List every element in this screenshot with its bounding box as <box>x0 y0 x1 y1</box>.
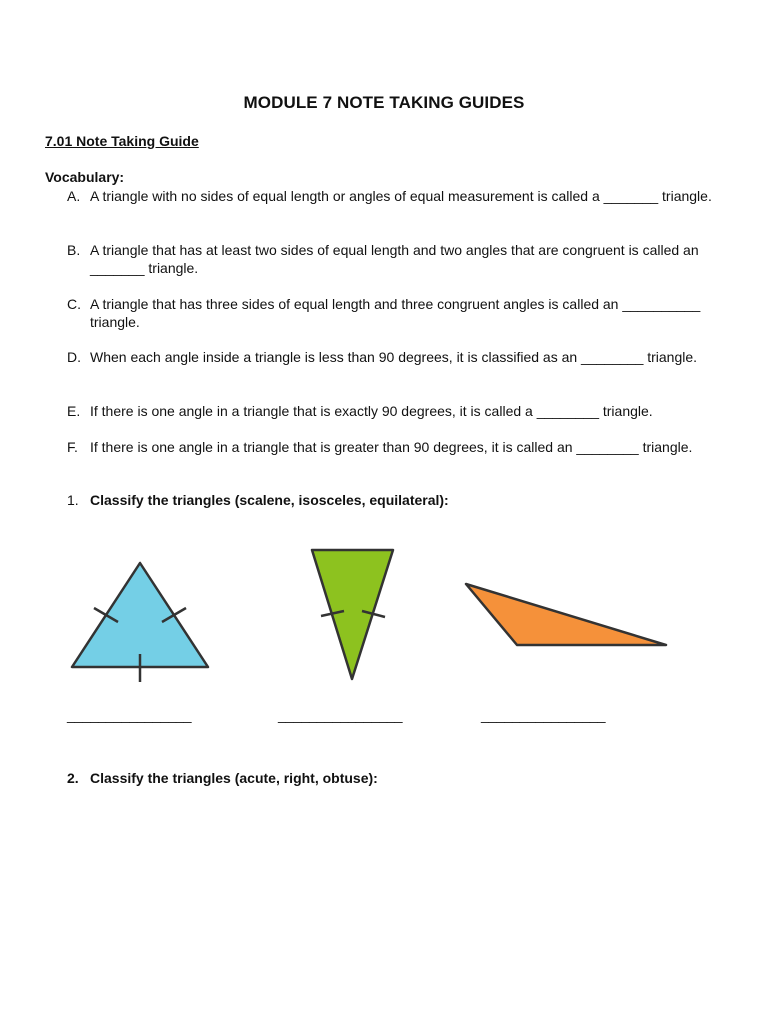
question-text: Classify the triangles (acute, right, obtuse): <box>90 770 378 786</box>
question-2 <box>67 769 378 787</box>
vocabulary-heading: Vocabulary: <box>45 169 125 185</box>
vocab-item-letter: D. <box>67 349 81 365</box>
question-1 <box>67 491 449 509</box>
vocab-item-text: When each angle inside a triangle is less than 90 degrees, it is classified as an ________ triangle. <box>90 349 698 365</box>
vocab-item-letter: E. <box>67 403 81 419</box>
vocab-item-letter: A. <box>67 188 81 204</box>
equilateral-triangle-figure <box>72 563 208 682</box>
scalene-triangle-figure <box>466 584 666 645</box>
vocab-item-text: A triangle that has three sides of equal length and three congruent angles is called an __________ triangle. <box>90 296 701 330</box>
vocab-item-text: A triangle that has at least two sides of equal length and two angles that are congruent is called an _______ triangle. <box>90 242 699 276</box>
scalene-triangle <box>466 584 666 645</box>
answer-blank-3: ________________ <box>481 707 606 723</box>
vocab-item-text: If there is one angle in a triangle that is greater than 90 degrees, it is called an ________ triangle. <box>90 439 693 455</box>
vocab-item-text: A triangle with no sides of equal length or angles of equal measurement is called a _______ triangle. <box>90 188 712 204</box>
answer-blank-1: ________________ <box>67 707 192 723</box>
question-number: 1. <box>67 492 79 508</box>
vocab-item-f <box>67 438 717 456</box>
answer-blank-2: ________________ <box>278 707 403 723</box>
vocab-item-c <box>67 295 717 331</box>
vocab-item-letter: B. <box>67 242 81 258</box>
section-heading: 7.01 Note Taking Guide <box>45 133 199 149</box>
question-text: Classify the triangles (scalene, isosceles, equilateral): <box>90 492 449 508</box>
question-number: 2. <box>67 770 79 786</box>
equilateral-triangle <box>72 563 208 667</box>
vocab-item-letter: F. <box>67 439 78 455</box>
vocab-item-letter: C. <box>67 296 81 312</box>
vocab-item-text: If there is one angle in a triangle that is exactly 90 degrees, it is called a ________ triangle. <box>90 403 653 419</box>
isosceles-triangle-figure <box>312 550 393 679</box>
page-title: MODULE 7 NOTE TAKING GUIDES <box>243 93 525 112</box>
vocab-item-e <box>67 402 747 420</box>
vocab-item-b <box>67 241 717 277</box>
triangle-figures <box>0 540 768 690</box>
vocab-item-a <box>67 187 717 205</box>
vocab-item-d <box>67 348 717 366</box>
